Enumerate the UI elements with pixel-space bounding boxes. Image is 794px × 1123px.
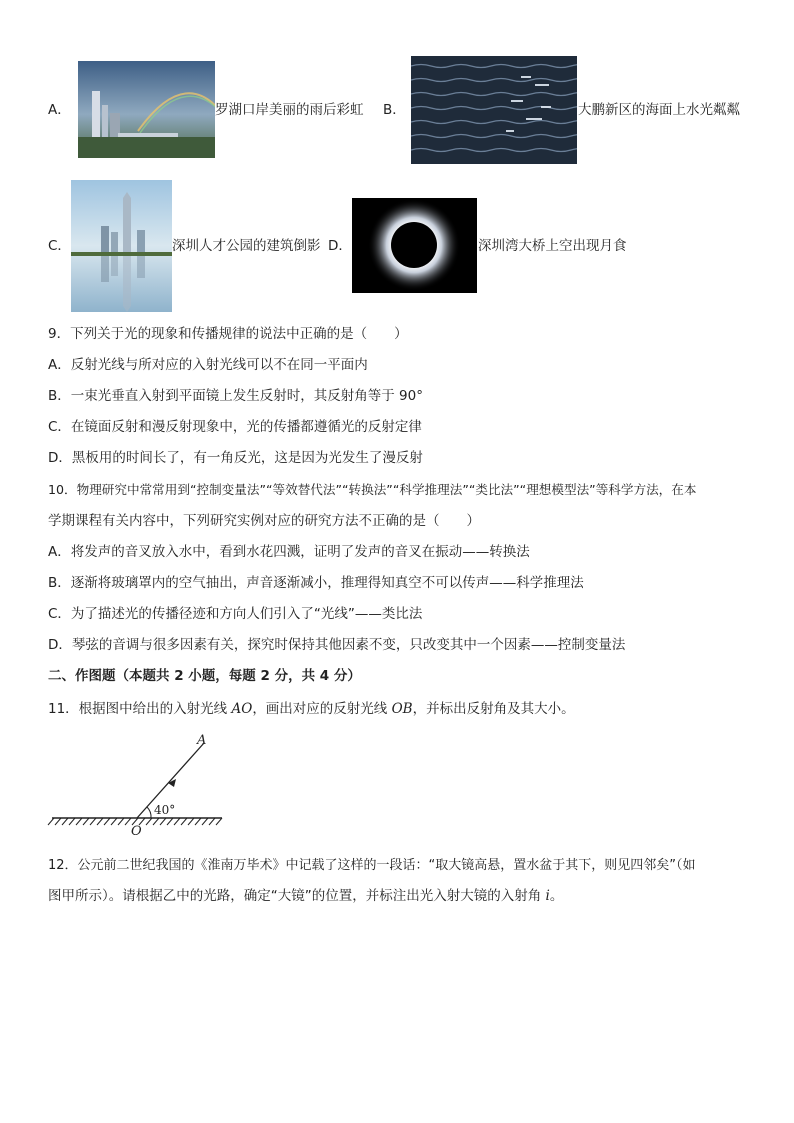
caption: 罗湖口岸美丽的雨后彩虹 <box>215 102 364 118</box>
reflection-photo <box>71 180 172 312</box>
q10-option-b: B．逐渐将玻璃罩内的空气抽出，声音逐渐减小，推理得知真空不可以传声——科学推理法 <box>48 575 584 591</box>
caption: 深圳湾大桥上空出现月食 <box>478 238 627 254</box>
q10-option-a: A．将发声的音叉放入水中，看到水花四溅，证明了发声的音叉在振动——转换法 <box>48 544 530 560</box>
q10-stem-line2: 学期课程有关内容中，下列研究实例对应的研究方法不正确的是（ ） <box>48 513 480 529</box>
q9-option-c: C．在镜面反射和漫反射现象中，光的传播都遵循光的反射定律 <box>48 419 422 435</box>
q9-stem: 9．下列关于光的现象和传播规律的说法中正确的是（ ） <box>48 326 408 342</box>
q11-stem <box>48 703 575 717</box>
ray-ob-label: OB <box>391 701 413 717</box>
ray-ao-label: AO <box>231 701 253 717</box>
section-heading: 二、作图题（本题共 2 小题，每题 2 分，共 4 分） <box>48 668 361 684</box>
point-a-label: A <box>197 733 207 748</box>
q12-line2-post: 。 <box>549 888 564 904</box>
q11-stem-pre: 11．根据图中给出的入射光线 <box>48 701 232 717</box>
q9-option-d: D．黑板用的时间长了，有一角反光，这是因为光发生了漫反射 <box>48 450 423 466</box>
caption: 深圳人才公园的建筑倒影 <box>172 238 321 254</box>
q9-option-a: A．反射光线与所对应的入射光线可以不在同一平面内 <box>48 357 368 373</box>
q9-option-b: B．一束光垂直入射到平面镜上发生反射时，其反射角等于 90° <box>48 388 423 404</box>
q11-stem-post: ，并标出反射角及其大小。 <box>412 701 575 717</box>
q10-option-d: D．琴弦的音调与很多因素有关，探究时保持其他因素不变，只改变其中一个因素——控制变量法 <box>48 637 626 653</box>
eclipse-photo <box>352 198 477 293</box>
q12-line2-pre: 图甲所示）。请根据乙中的光路，确定“大镜”的位置，并标注出光入射大镜的入射角 <box>48 888 546 904</box>
arrow-icon <box>168 779 176 787</box>
q12-line1: 12．公元前二世纪我国的《淮南万毕术》中记载了这样的一段话：“取大镜高悬，置水盆于其下，则见四邻矣”（如 <box>48 858 696 873</box>
option-letter: C． <box>48 238 71 254</box>
point-o-label: O <box>131 824 142 839</box>
option-letter: B． <box>383 102 406 118</box>
q11-stem-mid: ，画出对应的反射光线 <box>252 701 392 717</box>
angle-arc <box>147 807 151 818</box>
rainbow-photo <box>78 61 215 158</box>
sea-photo <box>411 56 577 164</box>
option-letter: A． <box>48 102 71 118</box>
option-letter: D． <box>328 238 352 254</box>
angle-label: 40° <box>154 803 176 817</box>
q12-line2 <box>48 890 563 904</box>
q10-stem-line1: 10．物理研究中常常用到“控制变量法”“等效替代法”“转换法”“科学推理法”“类比法”“理想模型法”等科学方法，在本 <box>48 482 697 497</box>
caption: 大鹏新区的海面上水光粼粼 <box>578 102 740 118</box>
q10-option-c: C．为了描述光的传播径迹和方向人们引入了“光线”——类比法 <box>48 606 423 622</box>
incidence-angle-symbol: i <box>545 888 550 904</box>
